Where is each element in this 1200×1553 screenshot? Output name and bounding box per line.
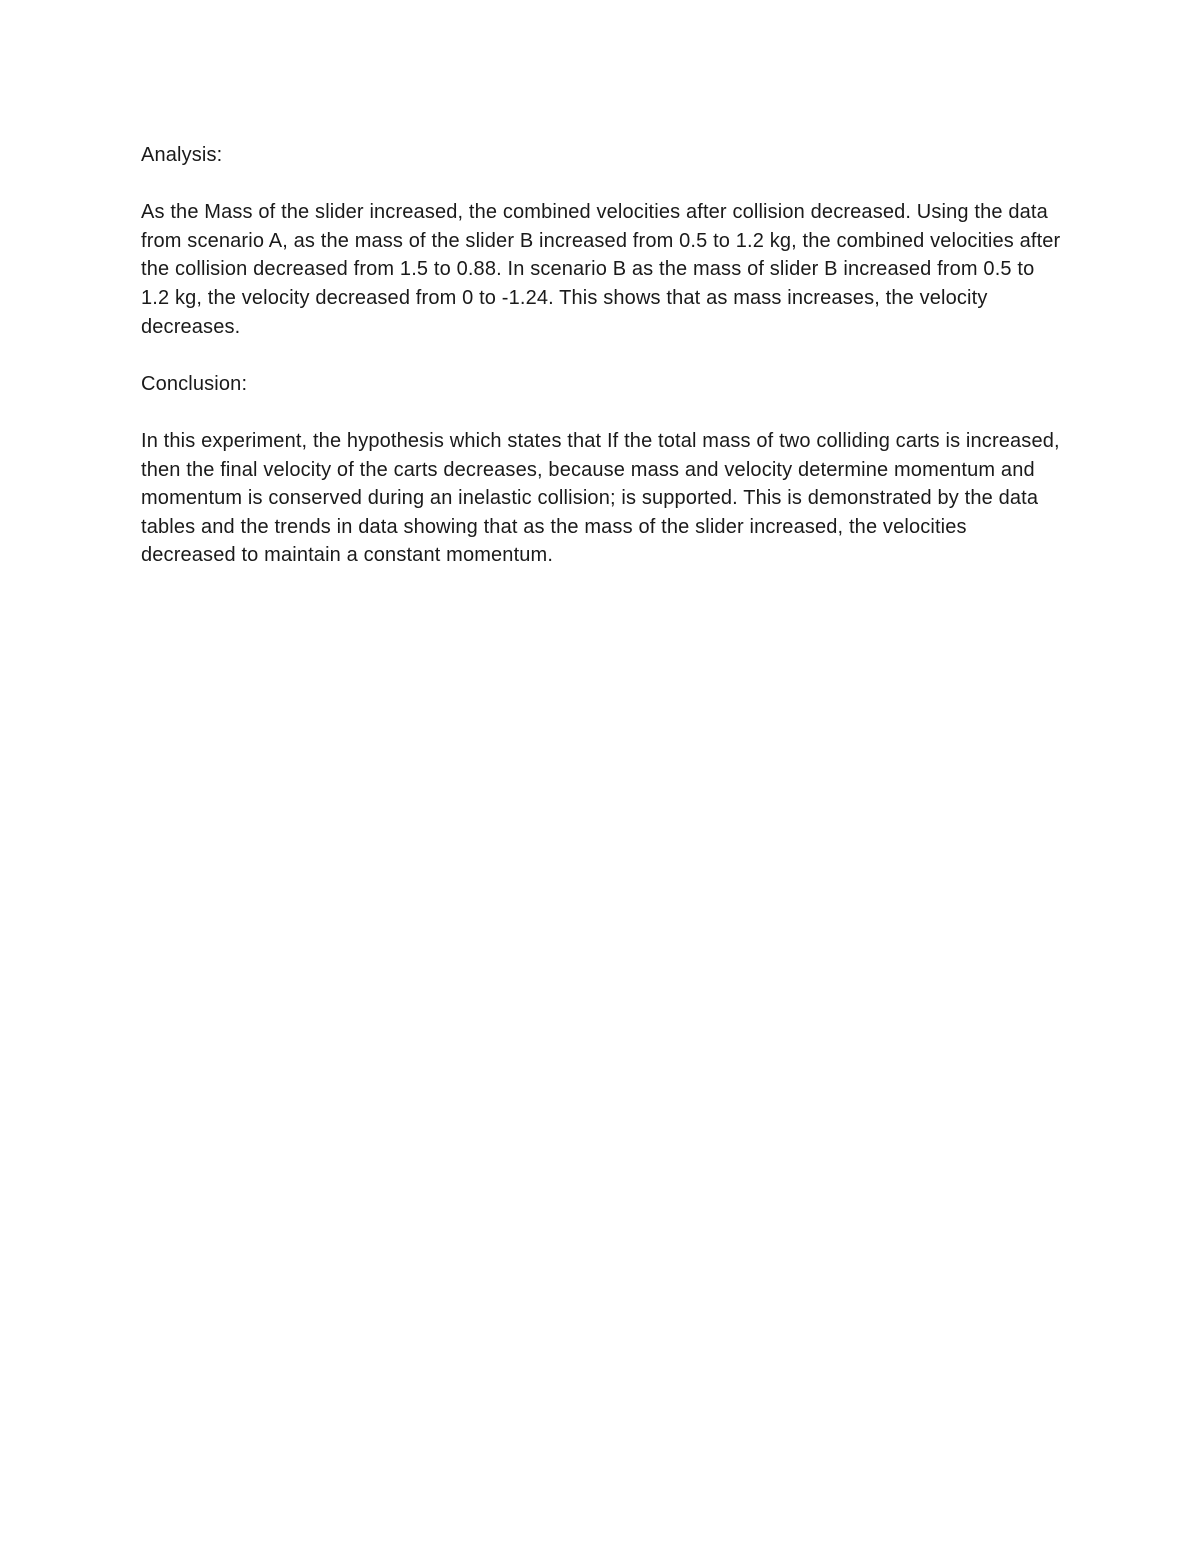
analysis-paragraph: As the Mass of the slider increased, the combined velocities after collision decreased. Using the data from scenario A, as the mass of the slider B increased from 0.5 to 1.2 kg, the combined velocities after the collision decreased from 1.5 to 0.88. In scenario B as the mass of slider B increased from 0.5 to 1.2 kg, the velocity decreased from 0 to -1.24. This shows that as mass increases, the velocity decreases. bbox=[141, 201, 1061, 338]
spacer bbox=[141, 341, 1066, 370]
conclusion-heading: Conclusion: bbox=[141, 372, 248, 395]
spacer bbox=[141, 398, 1066, 427]
spacer bbox=[141, 170, 1066, 199]
analysis-heading: Analysis: bbox=[141, 144, 223, 166]
document-content bbox=[141, 141, 1066, 570]
conclusion-paragraph: In this experiment, the hypothesis which states that If the total mass of two colliding carts is increased, then the final velocity of the carts decreases, because mass and velocity determine momentum and momentum is conserved during an inelastic collision; is supported. This is demonstrated by the data tables and the trends in data showing that as the mass of the slider increased, the velocities decreased to maintain a constant momentum. bbox=[141, 429, 1060, 567]
